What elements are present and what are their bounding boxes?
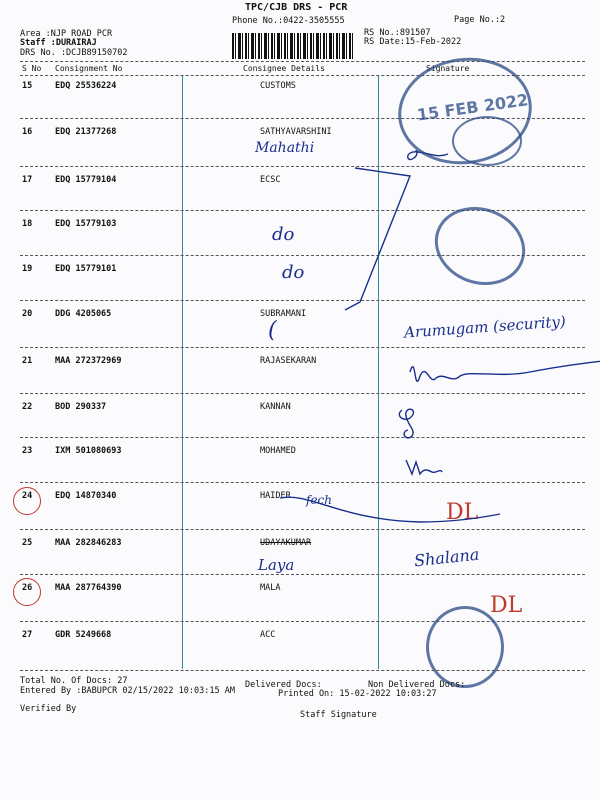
row-sno: 21 bbox=[22, 356, 33, 366]
row-consignee-name: ACC bbox=[260, 630, 276, 640]
drs-number: DRS No. :DCJB89150702 bbox=[20, 48, 128, 58]
footer-rule bbox=[20, 670, 585, 671]
page-number: Page No.:2 bbox=[454, 15, 506, 25]
row-sno: 25 bbox=[22, 538, 33, 548]
row-consignment-no: DDG 4205065 bbox=[55, 309, 112, 319]
col-sno: S No bbox=[22, 64, 42, 73]
row-sno: 23 bbox=[22, 446, 33, 456]
barcode bbox=[232, 33, 354, 59]
delivered-docs: Delivered Docs: bbox=[245, 680, 322, 690]
row-sno: 22 bbox=[22, 402, 33, 412]
signature-scribbles bbox=[180, 150, 600, 670]
row-consignee-name: SATHYAVARSHINI bbox=[260, 127, 332, 137]
total-docs: Total No. Of Docs: 27 bbox=[20, 676, 128, 686]
row-consignment-no: MAA 272372969 bbox=[55, 356, 122, 366]
row-sno: 27 bbox=[22, 630, 33, 640]
row-consignment-no: IXM 501080693 bbox=[55, 446, 122, 456]
row-sno: 26 bbox=[22, 583, 33, 593]
row-consignee-name: CUSTOMS bbox=[260, 81, 296, 91]
round-stamp-acc bbox=[426, 606, 504, 688]
printed-on: Printed On: 15-02-2022 10:03:27 bbox=[278, 689, 437, 699]
col-consignee: Consignee Details bbox=[243, 64, 325, 73]
red-circle-26 bbox=[13, 578, 41, 606]
handwritten-mahathi: Mahathi bbox=[255, 140, 315, 156]
red-circle-24 bbox=[13, 487, 41, 515]
col-signature: Signature bbox=[426, 64, 470, 73]
row-sno: 15 bbox=[22, 81, 33, 91]
header-rule bbox=[20, 61, 585, 62]
handwritten-do-19: do bbox=[282, 262, 305, 283]
small-stamp-16 bbox=[452, 116, 522, 166]
stamp-date-text: 15 FEB 2022 bbox=[415, 90, 530, 125]
handwritten-do-18: do bbox=[272, 224, 295, 245]
row-consignee-name: MALA bbox=[260, 583, 281, 593]
row-consignment-no: EDQ 25536224 bbox=[55, 81, 117, 91]
rs-number: RS No.:891507 bbox=[364, 28, 431, 38]
row-sno: 20 bbox=[22, 309, 33, 319]
row-consignee-name: MOHAMED bbox=[260, 446, 296, 456]
row-consignee-name: ECSC bbox=[260, 175, 281, 185]
row-consignment-no: GDR 5249668 bbox=[55, 630, 112, 640]
non-delivered-docs: Non Delivered Docs: bbox=[368, 680, 466, 690]
row-consignee-name: KANNAN bbox=[260, 402, 291, 412]
phone-number: Phone No.:0422-3505555 bbox=[232, 16, 345, 26]
staff-signature: Staff Signature bbox=[300, 710, 377, 720]
row-sno: 16 bbox=[22, 127, 33, 137]
handwritten-laya: Laya bbox=[258, 556, 295, 574]
entered-by: Entered By :BABUPCR 02/15/2022 10:03:15 AM bbox=[20, 686, 235, 696]
row-sno: 19 bbox=[22, 264, 33, 274]
handwritten-mark-20: ( bbox=[268, 318, 277, 343]
row-sno: 24 bbox=[22, 491, 33, 501]
row-consignment-no: MAA 282846283 bbox=[55, 538, 122, 548]
red-initials-dl-1: DL bbox=[446, 500, 479, 525]
row-consignment-no: EDQ 15779103 bbox=[55, 219, 117, 229]
row-consignee-name: RAJASEKARAN bbox=[260, 356, 317, 366]
row-sno: 17 bbox=[22, 175, 33, 185]
row-consignee-name: SUBRAMANI bbox=[260, 309, 307, 319]
red-initials-dl-2: DL bbox=[490, 593, 523, 618]
row-consignee-name: UDAYAKUMAR bbox=[260, 538, 312, 548]
row-consignee-name: HAIDER bbox=[260, 491, 291, 501]
row-consignment-no: EDQ 14870340 bbox=[55, 491, 117, 501]
row-consignment-no: EDQ 21377268 bbox=[55, 127, 117, 137]
row-consignment-no: EDQ 15779104 bbox=[55, 175, 117, 185]
row-consignment-no: MAA 287764390 bbox=[55, 583, 122, 593]
verified-by: Verified By bbox=[20, 704, 77, 714]
handwritten-arumugam: Arumugam (security) bbox=[403, 312, 567, 342]
row-consignment-no: BOD 290337 bbox=[55, 402, 107, 412]
col-consignment: Consignment No bbox=[55, 64, 123, 73]
row-consignment-no: EDQ 15779101 bbox=[55, 264, 117, 274]
rs-date: RS Date:15-Feb-2022 bbox=[364, 37, 462, 47]
staff-field: Staff :DURAIRAJ bbox=[20, 38, 97, 48]
area-field: Area :NJP ROAD PCR bbox=[20, 29, 113, 39]
handwritten-shalana: Shalana bbox=[413, 544, 481, 571]
row-sno: 18 bbox=[22, 219, 33, 229]
document-title: TPC/CJB DRS - PCR bbox=[245, 2, 348, 13]
handwritten-fech: fech bbox=[306, 493, 332, 507]
